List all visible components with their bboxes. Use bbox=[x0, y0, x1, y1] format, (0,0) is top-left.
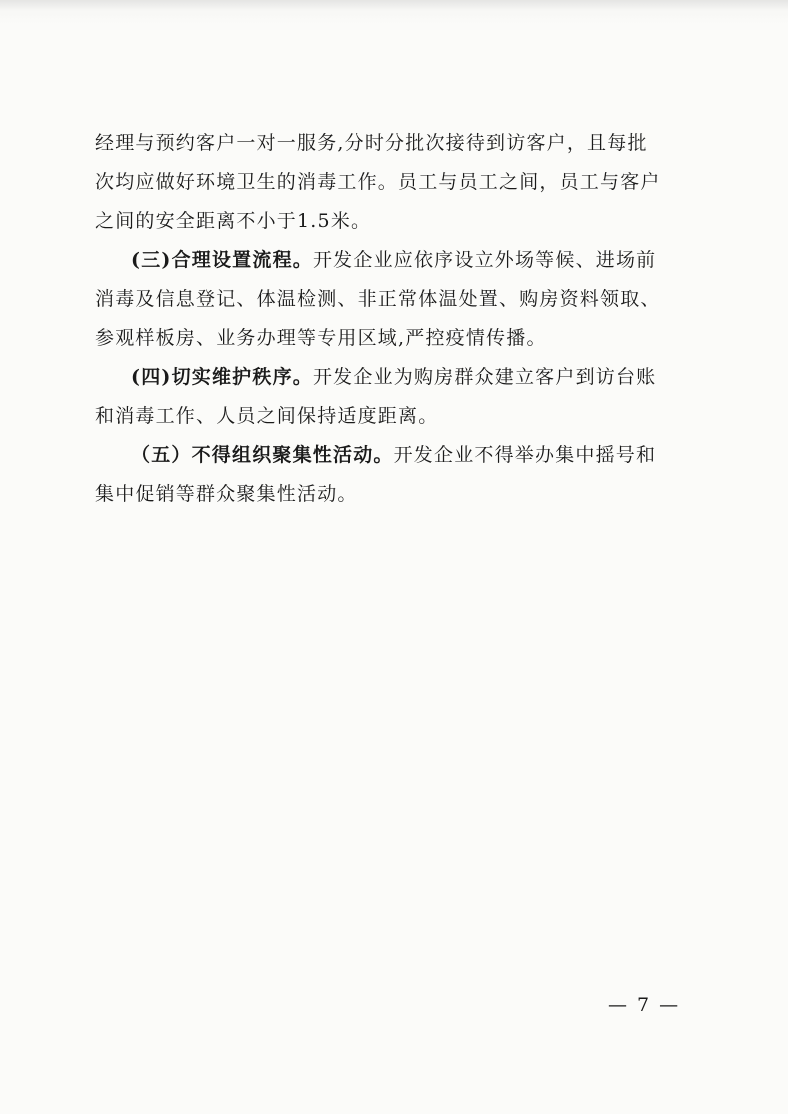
scan-edge-shadow bbox=[0, 0, 788, 10]
paragraph-2-line-3: 参观样板房、业务办理等专用区域,严控疫情传播。 bbox=[95, 327, 547, 349]
paragraph-4-text: 开发企业不得举办集中摇号和 bbox=[393, 444, 657, 466]
paragraph-3-text: 开发企业为购房群众建立客户到访台账 bbox=[312, 366, 657, 388]
paragraph-1-line-1: 经理与预约客户一对一服务,分时分批次接待到访客户，且每批 bbox=[95, 132, 648, 154]
paragraph-1-line-2: 次均应做好环境卫生的消毒工作。员工与员工之间，员工与客户 bbox=[95, 171, 661, 193]
paragraph-2-line-2: 消毒及信息登记、体温检测、非正常体温处置、购房资料领取、 bbox=[95, 288, 661, 310]
paragraph-1-line-3: 之间的安全距离不小于1.5米。 bbox=[95, 210, 372, 232]
paragraph-3-line-1 bbox=[95, 358, 695, 397]
paragraph-3-line-2: 和消毒工作、人员之间保持适度距离。 bbox=[95, 405, 439, 427]
page-number: — 7 — bbox=[608, 994, 681, 1016]
paragraph-4-line-1 bbox=[95, 436, 695, 475]
paragraph-4-line-2: 集中促销等群众聚集性活动。 bbox=[95, 483, 358, 505]
section-heading-5: （五）不得组织聚集性活动。 bbox=[131, 444, 394, 466]
section-heading-4: (四)切实维护秩序。 bbox=[131, 366, 313, 388]
paragraph-2-line-1 bbox=[95, 241, 695, 280]
document-body bbox=[95, 124, 695, 514]
section-heading-3: (三)合理设置流程。 bbox=[131, 249, 313, 271]
paragraph-2-text: 开发企业应依序设立外场等候、进场前 bbox=[312, 249, 657, 271]
